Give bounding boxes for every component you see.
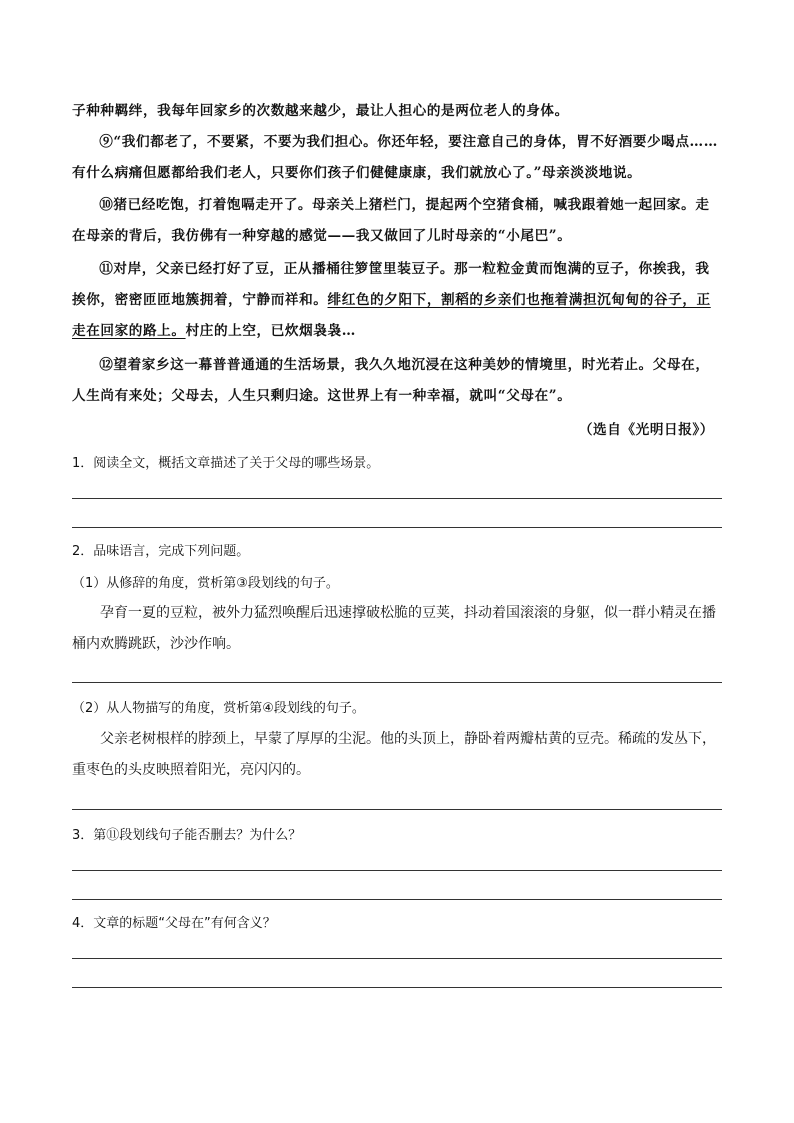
question-3: 3．第⑪段划线句子能否删去？为什么？ (72, 828, 302, 843)
question-2-part-1: （1）从修辞的角度，赏析第③段划线的句子。 (72, 576, 339, 591)
passage-paragraph-12: ⑫望着家乡这一幕普普通通的生活场景，我久久地沉浸在这种美妙的情境里，时光若止。父母在，人生尚有来处；父母去，人生只剩归途。这世界上有一种幸福，就叫“父母在”。 (72, 357, 710, 404)
answer-line[interactable] (72, 809, 722, 810)
passage-paragraph-continued: 子种种羁绊，我每年回家乡的次数越来越少，最让人担心的是两位老人的身体。 (72, 103, 569, 119)
passage-paragraph-10: ⑩猪已经吃饱，打着饱嗝走开了。母亲关上猪栏门，提起两个空猪食桶，喊我跟着她一起回家。走在母亲的背后，我仿佛有一种穿越的感觉——我又做回了儿时母亲的“小尾巴”。 (72, 197, 710, 244)
answer-line[interactable] (72, 870, 722, 871)
answer-line[interactable] (72, 527, 722, 528)
answer-line[interactable] (72, 498, 722, 499)
paragraph-11-text-b: 村庄的上空，已炊烟袅袅… (185, 323, 356, 339)
paragraph-11-underlined-sentence: 绯红色的夕阳下，割稻的乡亲们也拖着满担沉甸甸的谷子，正走在回家的路上。 (72, 292, 711, 339)
source-citation: （选自《光明日报》） (578, 422, 714, 438)
question-1: 1．阅读全文，概括文章描述了关于父母的哪些场景。 (72, 456, 380, 471)
answer-line[interactable] (72, 987, 722, 988)
answer-line[interactable] (72, 682, 722, 683)
paragraph-11-text-a: ⑪对岸，父亲已经打好了豆，正从播桶往箩筐里装豆子。那一粒粒金黄而饱满的豆子，你挨我，我挨你，密密匝匝地簇拥着，宁静而祥和。 (72, 261, 710, 308)
question-4: 4．文章的标题“父母在”有何含义？ (72, 916, 276, 931)
question-2-part-2-quote: 父亲老树根样的脖颈上，早蒙了厚厚的尘泥。他的头顶上，静卧着两瓣枯黄的豆壳。稀疏的发丛下，重枣色的头皮映照着阳光，亮闪闪的。 (72, 731, 716, 778)
passage-paragraph-11 (72, 254, 722, 347)
passage-paragraph-9: ⑨“我们都老了，不要紧，不要为我们担心。你还年轻，要注意自己的身体，胃不好酒要少喝点……有什么病痛但愿都给我们老人，只要你们孩子们健健康康，我们就放心了。”母亲淡淡地说。 (72, 134, 718, 181)
question-2: 2．品味语言，完成下列问题。 (72, 544, 250, 559)
answer-line[interactable] (72, 958, 722, 959)
question-2-part-2: （2）从人物描写的角度，赏析第④段划线的句子。 (72, 701, 365, 716)
answer-line[interactable] (72, 899, 722, 900)
question-2-part-1-quote: 孕育一夏的豆粒，被外力猛烈唤醒后迅速撑破松脆的豆荚，抖动着国滚滚的身躯，似一群小精灵在播桶内欢腾跳跃，沙沙作响。 (72, 605, 716, 652)
